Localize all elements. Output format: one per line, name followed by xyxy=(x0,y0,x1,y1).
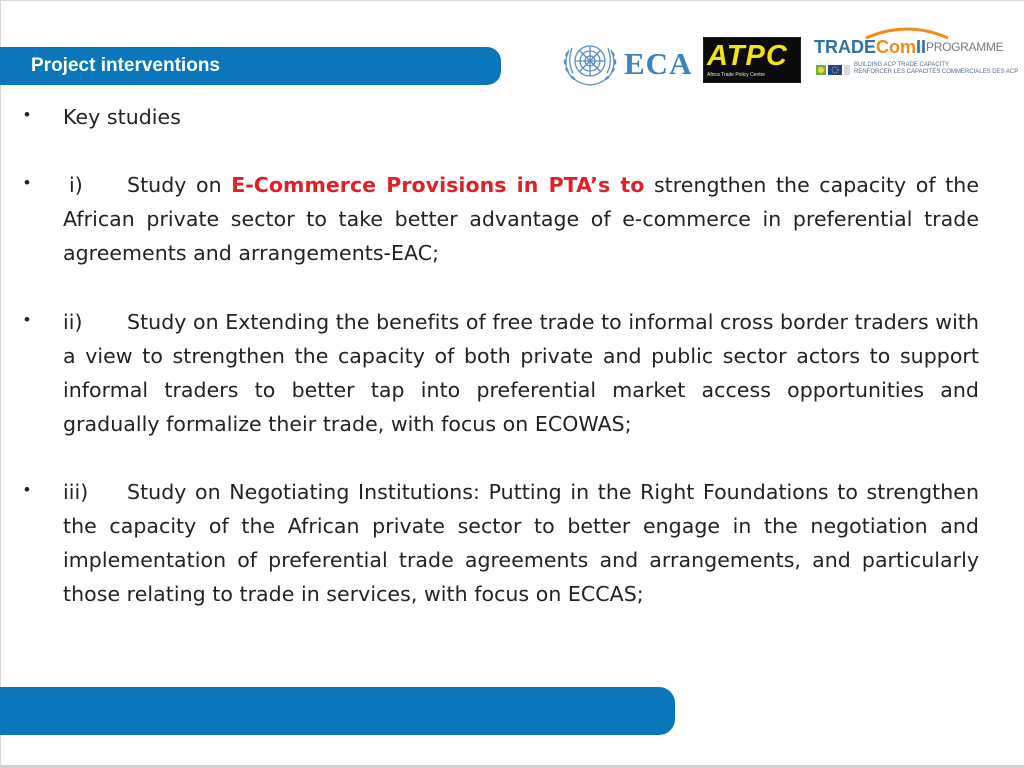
atpc-logo-mark: ATPC xyxy=(707,40,788,72)
study-item-2-number: ii) xyxy=(63,310,83,334)
study-item-2-body: Study on Extending the benefits of free trade to informal cross border traders with a view to strengthen the capacity of both private and public sector actors to support informal traders to better tap into preferential market access opportunities and gradually formalize their trade, with focus on ECOWAS; xyxy=(63,310,979,436)
study-item-3-number: iii) xyxy=(63,480,89,504)
footer-bar xyxy=(0,687,675,735)
atpc-logo-subtitle: Africa Trade Policy Centre xyxy=(707,72,766,78)
study-item-3-text xyxy=(63,475,979,611)
study-item-1-suffix: strengthen the capacity of the African private sector to take better advantage of e-commerce in preferential trade agreements and arrangements-EAC; xyxy=(63,173,979,265)
page-title-bar xyxy=(0,47,501,85)
eca-logo-text: ECA xyxy=(624,46,693,81)
study-item-2-text xyxy=(63,305,979,441)
tradecom-tagline-2: RENFORCER LES CAPACITÉS COMMERCIALES DES ACP xyxy=(854,69,1019,75)
un-emblem-icon xyxy=(559,36,621,88)
key-studies-heading xyxy=(63,100,979,134)
tradecom-logo xyxy=(812,24,1019,86)
bullet-mark: • xyxy=(24,480,30,499)
tradecom-ii: II xyxy=(916,37,927,57)
bullet-mark: • xyxy=(24,105,30,124)
study-item-3-body: Study on Negotiating Institutions: Putting in the Right Foundations to strengthen the capacity of the African private sector to better engage in the negotiation and implementation of preferential trade agreements and arrangements, and particularly those relating to trade in services, with focus on ECCAS; xyxy=(63,480,979,606)
tradecom-wordmark xyxy=(814,36,926,58)
tradecom-programme: PROGRAMME xyxy=(926,40,1004,54)
study-item-1-prefix: Study on xyxy=(127,173,232,197)
study-item-1-text xyxy=(63,168,979,270)
key-studies-text: Key studies xyxy=(63,105,181,129)
frame-left-line xyxy=(0,0,1,768)
bullet-mark: • xyxy=(24,173,30,192)
tradecom-tagline-1: BUILDING ACP TRADE CAPACITY xyxy=(854,62,950,68)
atpc-logo xyxy=(703,37,801,83)
page-title: Project interventions xyxy=(31,55,220,76)
bullet-mark: • xyxy=(24,310,30,329)
study-item-1-number: i) xyxy=(69,173,83,197)
tradecom-com: Com xyxy=(876,37,916,57)
tradecom-trade: TRADE xyxy=(814,37,876,57)
study-item-1-highlight: E-Commerce Provisions in PTA’s to xyxy=(231,173,645,197)
flags-icon xyxy=(816,64,850,76)
frame-top-line xyxy=(0,0,1024,1)
tradecom-tagline xyxy=(854,62,1018,76)
